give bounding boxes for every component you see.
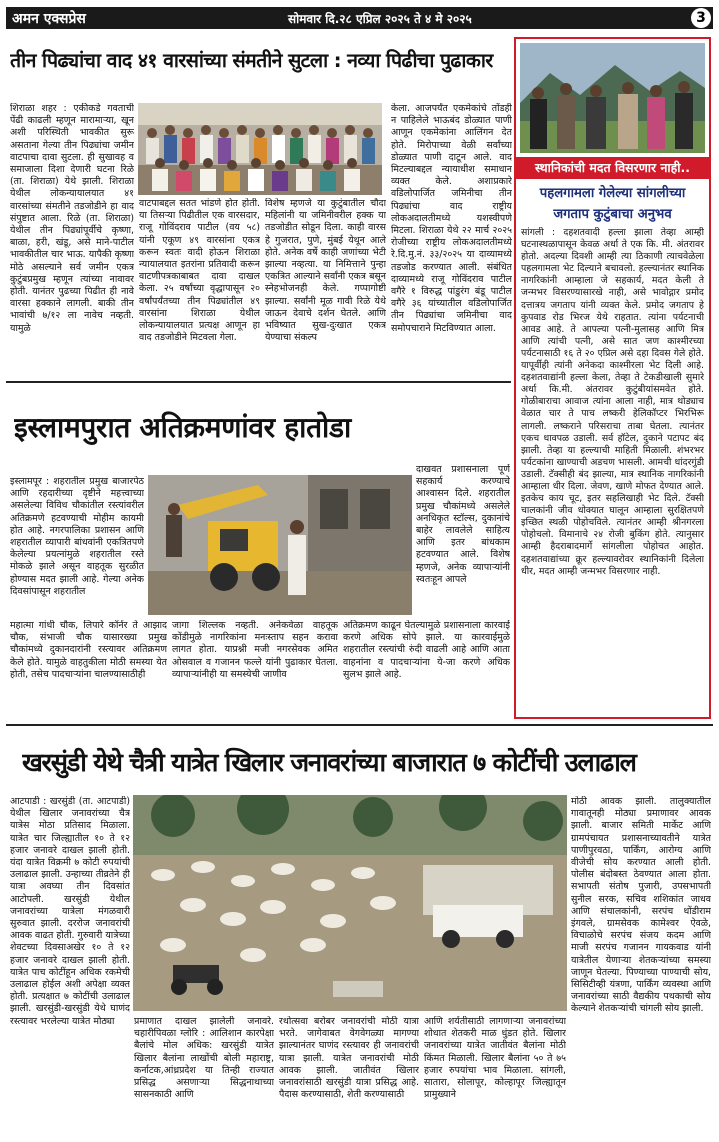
story1-photo-family-group [138,103,382,195]
story2-column-4 [416,464,510,618]
story3-bottom-3 [279,1016,419,1138]
story1-col4-text: केला. आजपर्यंत एकमेकांचे तोंडही न पाहिलेले भाऊबंद डोळ्यात पाणी आणून एकमेकांना आलिंगन देत होते. मिरोपाच्या वेळी सर्वांच्या डोळ्यात पाणी दाटून आले. वाद मिटल्याबद्दल न्यायाधीश समाधान व्यक्त केले. अशाप्रकारे वडिलोपार्जित जमिनीचा तीन पिढ्यांचा वाद राष्ट्रीय लोकअदालतीमध्ये यशस्वीपणे मिटला. शिराळा येथे २२ मार्च २०२५ रोजीच्या राष्ट्रीय लोकअदालतीमध्ये रे.दि.मु.नं. ३३/२०२५ या दाव्यामध्ये तडजोड करण्यात आली. संबंधित दाव्यामध्ये राजू गोविंदराव पाटील वगैरे १ विरुद्ध पांडुरंग बंडू पाटील वगैरे ३६ यांच्यातील वडिलोपार्जित तीन पिढ्यांचा जमिनीचा वाद समोपचाराने मिटविण्यात आला. [391,103,512,334]
story2-column-1 [10,476,144,618]
issue-date: सोमवार दि.२८ एप्रिल २०२५ ते ४ मे २०२५ [288,12,472,26]
divider-story2-story3 [6,724,713,726]
story1-col1-text: शिराळा शहर : एकीकडे गवताची पेंढी काढली म्हणून मारामार्‍या, खून अशी परिस्थिती भावकीत सुरू असताना गेल्या तीन पिढ्यांचा जमीन वाटपाचा दावा सुटला. ही सुखावह व समाजाला दिशा देणारी घटना रिळे (ता. शिराळा) येथे झाली. शिराळा येथील लोकन्यायालयात ४१ वारसांच्या संमतीने तडजोडीने हा वाद संपुष्टात आला. रिळे (ता. शिराळा) येथील तीन पिढ्यांपूर्वीचे कृष्णा, बाळा, हरी, खंडू, असे माने-पाटील भावकीतील चार भाऊ. यापैकी कृष्णा मोठे असल्याने सर्व जमीन एकत्र कुटुंबप्रमुख म्हणून त्यांच्या नावावर होती. यानंतर पुढच्या पिढीत ही नावे वारसा हक्काने लागली. बाकी तीन भावांची ७/१२ ला नावेच नव्हती. यामुळे [10,103,134,334]
story3-column-1 [10,796,130,1138]
story3-b4-text: आणि शर्यतीसाठी लागणाऱ्या जनावरांच्या शोधात शेतकरी माळ धुंडत होते. खिलार जनावरांच्या यात्रेत जातीवंत बैलांना मोठी किंमत मिळाली. खिलार बैलांना ५० ते ७५ हजार रुपयांचा भाव मिळाला. सांगली, सातारा, सोलापूर, कोल्हापूर जिल्ह्यातून प्रामुख्याने [424,1016,566,1101]
mountain-family-illustration [520,43,705,153]
sidebar-kicker-banner [516,157,709,179]
story3-bottom-4 [424,1016,566,1138]
family-group-illustration [138,103,382,195]
masthead [6,7,713,29]
divider-story1-story2 [6,381,511,383]
story3-b2-text: प्रमाणात दाखल झालेली जनावरे. चहारीपिवळा ग्लोरि : आलिशान कारपेक्षा बैलांचे मोल अधिक: खरसुंडी यात्रेत खिलार बैलांना लाखोंची बोली महाराष्ट्र, कर्नाटक,आंध्रप्रदेश या तिन्ही राज्यात प्रसिद्ध असणाऱ्या सिद्धनाथाच्या सासनकाठी आणि [134,1016,274,1101]
story3-headline: खरसुंडी येथे चैत्री यात्रेत खिलार जनावरांच्या बाजारात ७ कोटींची उलाढाल [22,748,636,778]
story1-column-4 [391,103,512,378]
story2-headline: इस्लामपुरात अतिक्रमणांवर हातोडा [14,411,351,444]
story2-bottom-1 [10,620,167,718]
story3-column-5 [571,796,711,1138]
sidebar-body-text: सांगली : दहशतवादी हल्ला झाला तेव्हा आम्ही घटनास्थळापासून केवळ अर्धा ते एक कि. मी. अंतरावर होतो. अदल्या दिवशी आम्ही त्या ठिकाणी त्याचवेळेला पहलगामला भेट दिल्याने बचावलो. हल्ल्यानंतर स्थानिक नागरिकांनी आम्हाला जे सहकार्य, मदत केली ते जन्मभर विसरण्यासारखे नाही, असे भावोद्गार प्रमोद दत्तात्रय जगताप यांनी व्यक्त केले. प्रमोद जगताप हे कुपवाड रोड भिरज येथे राहतात. त्यांना पर्यटनाची आवड आहे. ते आपल्या पत्नी-मुलासह आणि मित्र आणि त्यांची पत्नी, असे सात जण काश्मीरच्या पर्यटनासाठी १६ ते २० एप्रिल असे दहा दिवस गेले होते. यापूर्वीही त्यांनी अनेकदा काश्मीरला भेट दिली आहे. दहशतवाद्यांनी हल्ला केला, तेव्हा ते टेकडीखाली सुमारे अर्धा कि.मी. अंतरावर कुटुंबीयांसमवेत होते. गोळीबाराचा आवाज त्यांना आला नाही, मात्र थोड्याच वेळात चार ते पाच लष्करी हेलिकॉप्टर भिरभिरू लागली. लष्कराने परिसराचा ताबा घेतला. त्यानंतर एकच धावपळ उडाली. सर्व हॉटेल, दुकाने पटापट बंद झाली. तेव्हा या हल्ल्याची माहिती मिळाली. शंभरभर पर्यटकांना खाण्याची अडचण भासली. आमची धांदरगुंडी उडाली. टॅक्सीही बंद झाल्या, मात्र स्थानिक नागरिकांनी आम्हाला धीर दिला. जेवण, खाणे मोफत देण्यात आले. इतकेच काय चूट, इतर सहलिखाही भेट दिले. टॅक्सी चालकांनी जीव धोक्यात घालून आम्हाला सुरक्षितपणे इच्छित स्थळी पोहोचविले. त्यानंतर आम्ही श्रीनगरला पोहोचलो. विमानाचे २४ रोजी बुकिंग होते. त्यानुसार आम्ही हैदराबादमार्गे सांगलीला पोहोचत आहोत. दहशतवाद्यांच्या क्रूर हल्ल्यावरोवर स्थानिकांनी दिलेला धीर, मदत आम्ही जन्मभर विसरणार नाही. [521,227,704,577]
story3-col1-text: आटपाडी : खरसुंडी (ता. आटपाडी) येथील खिलार जनावरांच्या चैत्र यात्रेस मोठा प्रतिसाद मिळाला. यात्रेत चार जिल्ह्यातील १० ते १२ हजार जनावरे दाखल झाली होती. यंदा यात्रेत विक्रमी ७ कोटी रुपयांची उलाढाल झाली. उन्हाच्या तीव्रतेने ही यात्रा अवघ्या तीन दिवसांत आटोपली. खरसुंडी येथील जनावरांच्या यात्रेला मंगळवारी सुरुवात झाली. दररोज जनावरांची आवक वाढत होती. गुरुवारी यात्रेच्या शेवटच्या दिवसाअखेर १० ते १२ हजार जनावरे दाखल झाली होती. यात्रेत पाच कोटींहून अधिक रकमेची उलाढाल होईल अशी अपेक्षा व्यक्त होती. प्रत्यक्षात ७ कोटींची उलाढाल झाली. खरसुंडी-खरसुंडी येथे घाणंद रस्त्यावर भरलेल्या यात्रेत मोठ्या [10,796,130,1027]
sidebar-headline-line-2: जगताप कुटुंबाचा अनुभव [553,207,672,222]
story2-bottom-3 [343,620,510,718]
story2-photo-demolition [148,475,412,615]
sidebar-photo-jagtap-family [520,43,705,153]
page-number-badge: 3 [691,8,711,28]
story1-col2-text: वाटपाबद्दल सतत भांडणे होत होती. या तिसर्‍या पिढीतील एक वारसदार, राजू गोविंदराव पाटील (वय ५८) यांनी एकूण ४९ वारसांना एकत्र करून स्वतः वादी होऊन शिराळा न्यायालयात इतरांना प्रतिवादी करून वाटणीपत्रकाबाबत दावा दाखल केला. २५ वर्षांच्या वृद्धापासून २० वर्षांपर्यंतच्या तीन पिढ्यांतील ४९ वारसांना शिराळा येथील लोकन्यायालयात प्रत्यक्ष आणून हा वाद तडजोडीने मिटवला गेला. [139,198,260,344]
story1-col3-text: विशेष म्हणजे या कुटुंबातील चौदा महिलांनी या जमिनीवरील हक्क या तडजोडीत सोडून दिला. काही वारस हे गुजरात, पुणे, मुंबई येथून आले होते. अनेक वर्षे काही जणांच्या भेटी झाल्या नव्हत्या. या निमित्ताने पुन्हा एकत्रित आल्याने सर्वांनी एकत्र बसून स्नेहभोजनही केले. गप्पागोष्टी झाल्या. सर्वांनी मूळ गावी रिळे येथे जाऊन देवाचे दर्शन घेतले. आणि भविष्यात सुख-दुःखात एकत्र येण्याचा संकल्प [265,198,386,344]
story1-headline: तीन पिढ्यांचा वाद ४१ वारसांच्या संमतीने सुटला : नव्या पिढीचा पुढाकार [10,49,493,72]
sidebar-body [521,227,704,715]
story1-column-1 [10,103,134,378]
story3-col5-text: मोठी आवक झाली. तालुक्यातील गावातूनही मोठ्या प्रमाणावर आवक झाली. बाजार समिती मार्केट आणि ग्रामपंचायत प्रशासनाच्यावतीने यात्रेत पाणीपुरवठा, पार्किंग, आरोग्य आणि वीजेची सोय करण्यात आली होती. पोलीस बंदोबस्त ठेवण्यात आला होता. सभापती संतोष पुजारी, उपसभापती सुनील सरक, सचिव शशिकांत जाधव आणि संचालकांनी, सरपंच धोंडीराम इंगवले, ग्रामसेवक कामेश्वर ऐवळे, विचाळोचे सरपंच संजय कदम आणि माजी सरपंच गजानन गायकवाड यांनी यात्रेतील येणाऱ्या शेतकऱ्यांच्या समस्या जाणून घेतल्या. पिण्याच्या पाण्याची सोय, सिसिटीव्ही यंत्रणा, पार्किंग व्यवस्था आणि जनावरांच्या साठी वैद्यकीय पथकाची सोय केल्याने शेतकऱ्यांची चांगली सोय झाली. [571,796,711,1015]
sidebar-box [514,37,711,719]
sidebar-kicker: स्थानिकांची मदत विसरणार नाही.. [534,160,690,175]
cattle-fair-illustration [133,795,567,1011]
story2-bottom-2 [172,620,338,718]
sidebar-headline-line-1: पहलगामला गेलेल्या सांगलीच्या [539,186,686,201]
story3-b3-text: रथोत्सवा बरोबर जनावरांची मोठी यात्रा भरते. जागेवाबत वेगवेगळ्या मागण्या झाल्यानंतर घाणंद रस्त्यावर ही जनावरांची यात्रा झाली. यात्रेत जनावरांची मोठी आवक झाली. जातीवंत खिलार जनावरांसाठी खरसुंडी यात्रा प्रसिद्ध आहे. पैदास करण्यासाठी, शेती करण्यासाठी [279,1016,419,1101]
story2-col4-text: दाखवत प्रशासनाला पूर्ण सहकार्य करण्याचे आश्वासन दिले. शहरातील प्रमुख चौकांमध्ये असलेले अनधिकृत स्टॉल्स, दुकानांचे बाहेर लावलेले साहित्य आणि इतर बांधकाम हटवण्यात आले. विशेष म्हणजे, अनेक व्यापार्‍यांनी स्वतःहून आपले [416,464,510,585]
story2-bottom2-text: जागा शिल्लक नव्हती. अनेकवेळा वाहतूक कोंडीमुळे नागरिकांना मनःस्ताप सहन करावा लागत होता. याप्रश्नी मजी नगरसेवक अमित ओसवाल व गजानन फल्ले यांनी पुढाकार घेतला. व्यापार्‍यांनीही या समस्येची जाणीव [172,620,338,680]
story3-photo-cattle-fair [133,795,567,1011]
story1-column-3 [265,198,386,378]
story2-bottom3-text: अतिक्रमण काढून घेतल्यामुळे प्रशासनाला कारवाई करणे अधिक सोपे झाले. या कारवाईमुळे शहरातील रस्त्यांची रुंदी वाढली आहे आणि आता वाहनांना व पादचार्‍यांना ये-जा करणे अधिक सुलभ झाले आहे. [343,620,510,680]
bulldozer-demolition-illustration [148,475,412,615]
paper-name: अमन एक्सप्रेस [12,11,86,27]
story3-bottom-2 [134,1016,274,1138]
story2-col1-text: इस्लामपूर : शहरातील प्रमुख बाजारपेठ आणि रहदारीच्या दृष्टीने महत्त्वाच्या असलेल्या विविध चौकांतील रस्त्यांवरील अतिक्रमणे हटवण्याची मोहीम कायमी होत आहे. नगरपालिका प्रशासन आणि शहरातील व्यापारी बांधवांनी एकत्रितपणे केलेल्या प्रयत्नांमुळे शहरातील रस्ते मोकळे झाले असून वाहतूक सुरळीत होण्यास मदत झाली आहे. गेल्या अनेक दिवसांपासून शहरातील [10,476,144,597]
story2-bottom1-text: महात्मा गांधी चौक, लिपारे कॉर्नर ते आझाद चौक, संभाजी चौक यासारख्या प्रमुख चौकांमध्ये दुकानदारांनी रस्त्यावर अतिक्रमण केले होते. यामुळे वाहतुकीला मोठी समस्या येत होती, तसेच पादचार्‍यांना चालण्यासाठीही [10,620,167,680]
story1-column-2 [139,198,260,378]
